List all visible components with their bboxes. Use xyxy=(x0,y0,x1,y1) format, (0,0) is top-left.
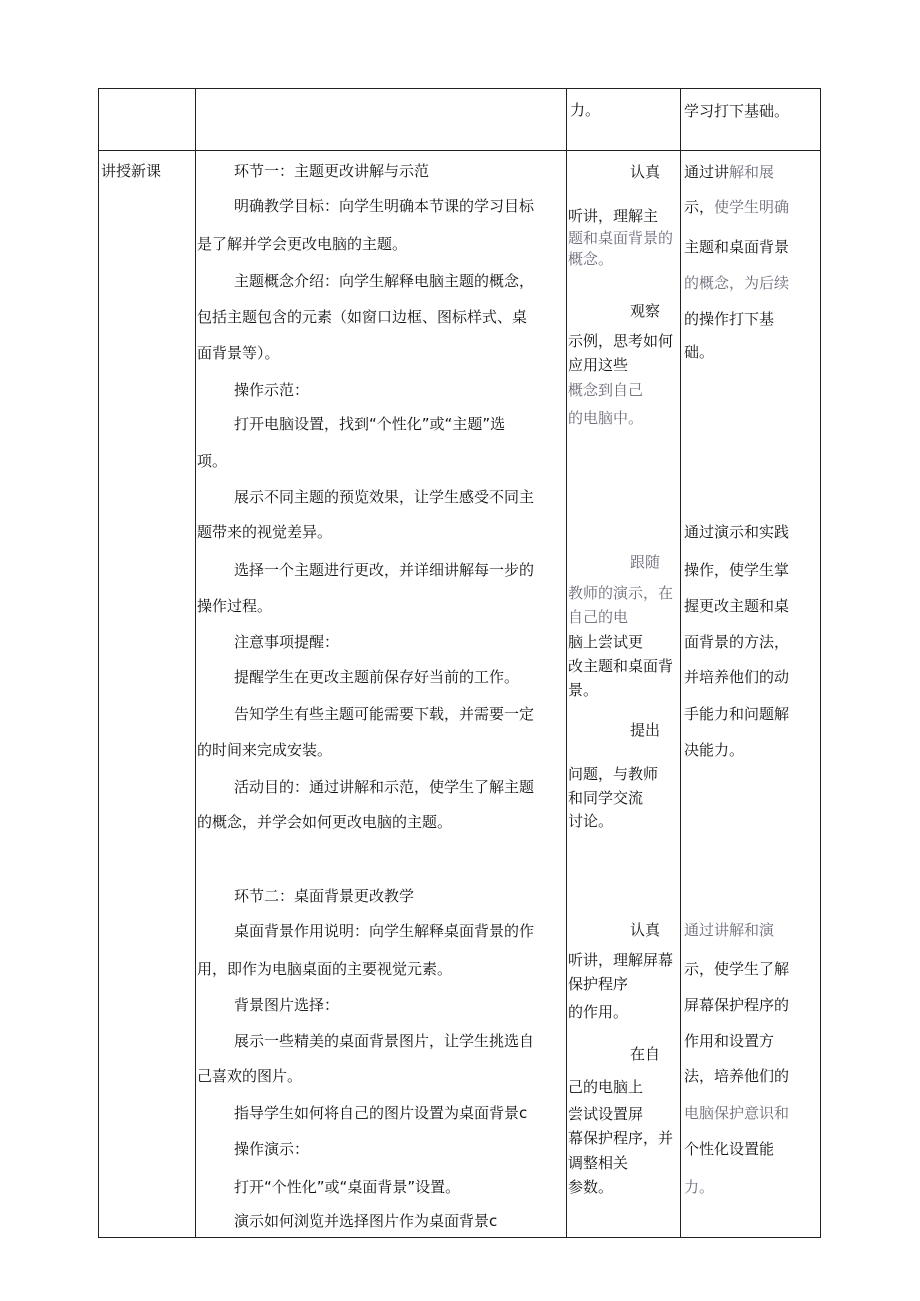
student-activity-line: 提出 xyxy=(630,721,661,739)
teacher-activity-line: 主题概念介绍：向学生解释电脑主题的概念， xyxy=(234,272,535,290)
teacher-activity-line: 项。 xyxy=(197,452,228,470)
design-intent-line: 屏幕保护程序的 xyxy=(684,996,790,1014)
teacher-activity-line: 演示如何浏览并选择图片作为桌面背景c xyxy=(234,1212,498,1230)
design-intent-line: 决能力。 xyxy=(684,741,745,759)
design-intent-line: 通过演示和实践 xyxy=(684,523,790,541)
student-activity-line: 和同学交流 xyxy=(568,789,644,807)
student-activity-line: 概念到自己 xyxy=(568,381,644,399)
teacher-activity-line: 的时间来完成安装。 xyxy=(197,741,333,759)
student-activity-line: 应用这些 xyxy=(568,356,629,374)
teacher-activity-line: 包括主题包含的元素（如窗口边框、图标样式、桌 xyxy=(197,308,528,326)
teacher-activity-line: 告知学生有些主题可能需要下载，并需要一定 xyxy=(234,705,535,723)
teacher-activity-line: 注意事项提醒： xyxy=(234,633,340,651)
row1-design-intent: 学习打下基础。 xyxy=(684,102,790,120)
teacher-activity-line: 的概念，并学会如何更改电脑的主题。 xyxy=(197,813,453,831)
table-left-border xyxy=(98,88,99,1238)
student-activity-line: 保护程序 xyxy=(568,975,629,993)
design-intent-line: 示， xyxy=(684,198,715,216)
stage-label: 讲授新课 xyxy=(101,162,162,180)
row-divider xyxy=(98,150,821,151)
teacher-activity-line: 指导学生如何将自己的图片设置为桌面背景c xyxy=(234,1104,528,1122)
design-intent-line: 的操作打下基 xyxy=(684,310,775,328)
design-intent-line: 通过讲解和演 xyxy=(684,921,775,939)
teacher-activity-line: 桌面背景作用说明：向学生解释桌面背景的作 xyxy=(234,922,535,940)
design-intent-line: 并培养他们的动 xyxy=(684,668,790,686)
teacher-activity-line: 环节一：主题更改讲解与示范 xyxy=(234,162,430,180)
teacher-activity-line: 背景图片选择： xyxy=(234,996,340,1014)
teacher-activity-line: 题带来的视觉差异。 xyxy=(197,523,333,541)
teacher-activity-line: 环节二：桌面背景更改教学 xyxy=(234,887,415,905)
row1-student-activity: 力。 xyxy=(570,101,601,119)
student-activity-line: 教师的演示，在 xyxy=(568,584,674,602)
student-activity-line: 认真 xyxy=(630,921,661,939)
column-divider-1 xyxy=(195,88,196,1238)
teacher-activity-line: 操作示范： xyxy=(234,381,310,399)
student-activity-line: 观察 xyxy=(630,302,661,320)
teacher-activity-line: 操作演示： xyxy=(234,1140,310,1158)
teacher-activity-line: 提醒学生在更改主题前保存好当前的工作。 xyxy=(234,668,520,686)
table-top-border xyxy=(98,88,821,89)
student-activity-line: 的作用。 xyxy=(568,1003,629,1021)
design-intent-line: 握更改主题和桌 xyxy=(684,597,790,615)
design-intent-line: 个性化设置能 xyxy=(684,1140,775,1158)
student-activity-line: 调整相关 xyxy=(568,1154,629,1172)
teacher-activity-line: 操作过程。 xyxy=(197,597,273,615)
teacher-activity-line: 打开电脑设置，找到“个性化”或“主题”选 xyxy=(234,415,506,433)
design-intent-line: 面背景的方法， xyxy=(684,633,790,651)
teacher-activity-line: 打开“个性化”或“桌面背景”设置。 xyxy=(234,1178,461,1196)
design-intent-line: 解和展 xyxy=(729,163,775,181)
student-activity-line: 题和桌面背景的 xyxy=(568,229,674,247)
student-activity-line: 认真 xyxy=(630,163,661,181)
design-intent-line: 手能力和问题解 xyxy=(684,705,790,723)
student-activity-line: 景。 xyxy=(568,681,599,699)
student-activity-line: 在自 xyxy=(630,1045,661,1063)
student-activity-line: 示例，思考如何 xyxy=(568,332,674,350)
design-intent-line: 的概念，为后续 xyxy=(684,274,790,292)
student-activity-line: 听讲，理解屏幕 xyxy=(568,951,674,969)
student-activity-line: 跟随 xyxy=(630,553,661,571)
teacher-activity-line: 选择一个主题进行更改，并详细讲解每一步的 xyxy=(234,561,535,579)
design-intent-line: 示，使学生了解 xyxy=(684,960,790,978)
student-activity-line: 脑上尝试更 xyxy=(568,633,644,651)
design-intent-line: 主题和桌面背景 xyxy=(684,238,790,256)
student-activity-line: 问题，与教师 xyxy=(568,765,659,783)
student-activity-line: 概念。 xyxy=(568,250,614,268)
design-intent-line: 力。 xyxy=(684,1178,715,1196)
teacher-activity-line: 展示不同主题的预览效果，让学生感受不同主 xyxy=(234,488,535,506)
column-divider-3 xyxy=(680,88,681,1238)
design-intent-line: 础。 xyxy=(684,343,715,361)
design-intent-line: 操作，使学生掌 xyxy=(684,561,790,579)
design-intent-line: 作用和设置方 xyxy=(684,1032,775,1050)
teacher-activity-line: 己喜欢的图片。 xyxy=(197,1067,303,1085)
column-divider-2 xyxy=(566,88,567,1238)
student-activity-line: 幕保护程序，并 xyxy=(568,1129,674,1147)
design-intent-line: 电脑保护意识和 xyxy=(684,1104,790,1122)
design-intent-line: 通过讲 xyxy=(684,163,730,181)
table-bottom-border xyxy=(98,1237,821,1238)
student-activity-line: 讨论。 xyxy=(568,812,614,830)
student-activity-line: 己的电脑上 xyxy=(568,1078,644,1096)
student-activity-line: 自己的电 xyxy=(568,608,629,626)
student-activity-line: 尝试设置屏 xyxy=(568,1105,644,1123)
student-activity-line: 改主题和桌面背 xyxy=(568,657,674,675)
teacher-activity-line: 活动目的：通过讲解和示范，使学生了解主题 xyxy=(234,778,535,796)
student-activity-line: 听讲，理解主 xyxy=(568,207,659,225)
teacher-activity-line: 是了解并学会更改电脑的主题。 xyxy=(197,235,408,253)
student-activity-line: 参数。 xyxy=(568,1178,614,1196)
student-activity-line: 的电脑中。 xyxy=(568,409,644,427)
table-right-border xyxy=(820,88,821,1238)
teacher-activity-line: 展示一些精美的桌面背景图片，让学生挑选自 xyxy=(234,1032,535,1050)
design-intent-line: 法，培养他们的 xyxy=(684,1067,790,1085)
teacher-activity-line: 用，即作为电脑桌面的主要视觉元素。 xyxy=(197,960,453,978)
teacher-activity-line: 明确教学目标：向学生明确本节课的学习目标 xyxy=(234,197,535,215)
teacher-activity-line: 面背景等）。 xyxy=(197,344,280,362)
design-intent-line: 使学生明确 xyxy=(714,198,790,216)
